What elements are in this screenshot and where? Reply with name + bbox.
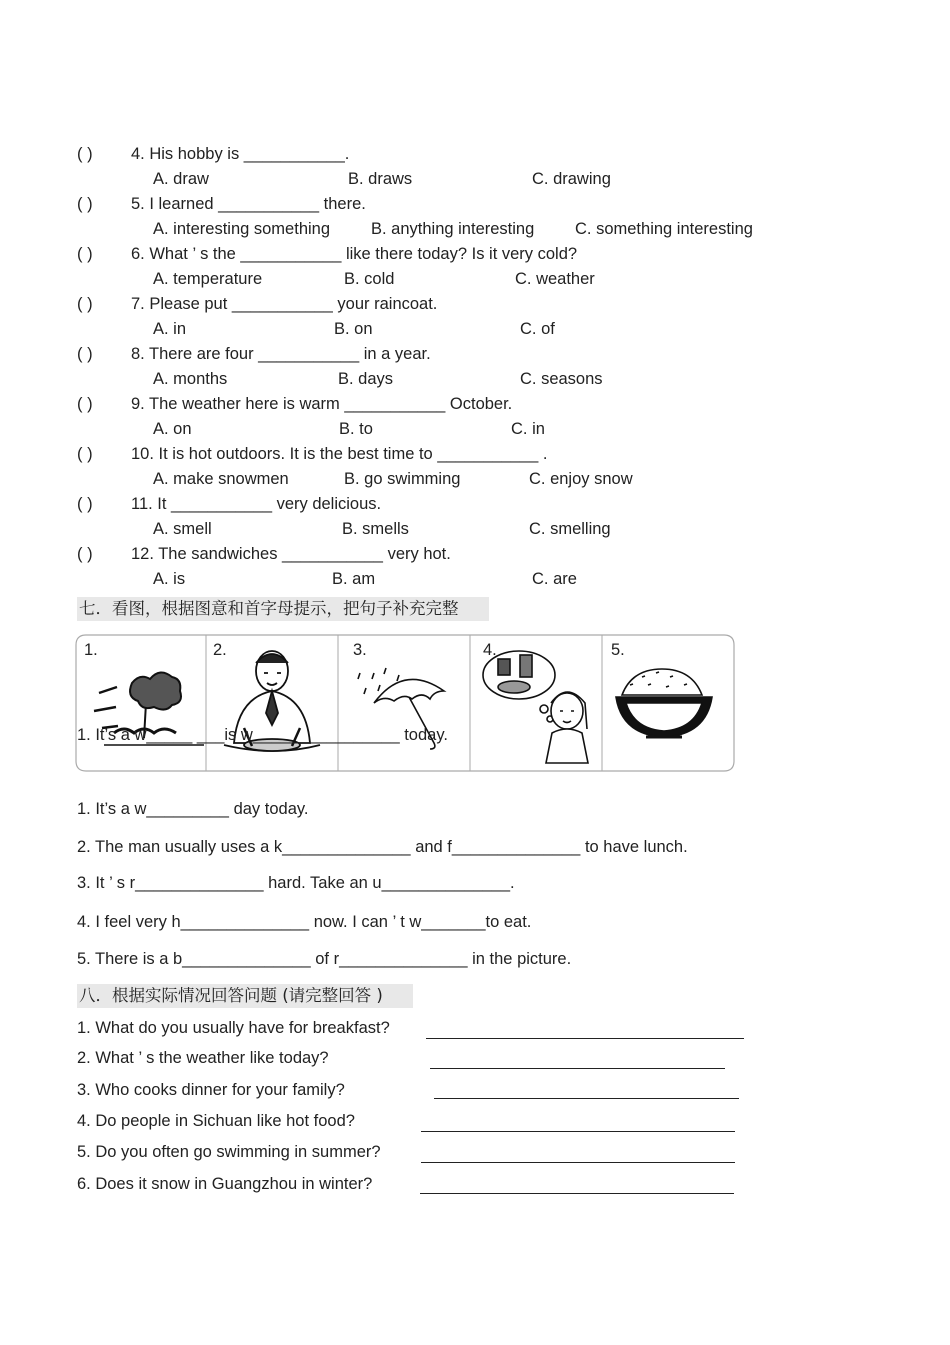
answer-line-6[interactable] <box>420 1193 734 1194</box>
answer-line-1[interactable] <box>426 1038 744 1039</box>
answer-parentheses[interactable]: ( ) <box>77 495 93 513</box>
question-10 <box>77 445 547 464</box>
fill-sentence-4: 4. I feel very h______________ now. I can ’ t w_______to eat. <box>77 913 532 931</box>
question-5-option-a: A. interesting something <box>153 220 331 238</box>
picture-strip-svg <box>74 633 736 773</box>
picture-number-3: 3. <box>353 641 367 659</box>
question-11-option-c: C. smelling <box>529 520 611 538</box>
rice-bowl-icon <box>616 669 712 737</box>
answer-question-2: 2. What ’ s the weather like today? <box>77 1049 329 1067</box>
question-10-option-c: C. enjoy snow <box>529 470 633 488</box>
question-stem: 7. Please put ___________ your raincoat. <box>131 295 438 313</box>
question-stem: 10. It is hot outdoors. It is the best time to ___________ . <box>131 445 548 463</box>
question-12-option-b: B. am <box>332 570 376 588</box>
section-7-title: 七．看图，根据图意和首字母提示，把句子补充完整 <box>77 597 489 621</box>
answer-question-4: 4. Do people in Sichuan like hot food? <box>77 1112 355 1130</box>
question-stem: 12. The sandwiches ___________ very hot. <box>131 545 451 563</box>
question-stem: 8. There are four ___________ in a year. <box>131 345 431 363</box>
question-7 <box>77 295 437 314</box>
question-7-option-c: C. of <box>520 320 555 338</box>
answer-parentheses[interactable]: ( ) <box>77 445 93 463</box>
answer-parentheses[interactable]: ( ) <box>77 395 93 413</box>
answer-parentheses[interactable]: ( ) <box>77 145 93 163</box>
question-stem: 4. His hobby is ___________. <box>131 145 350 163</box>
answer-question-5: 5. Do you often go swimming in summer? <box>77 1143 381 1161</box>
question-9-option-b: B. to <box>339 420 373 438</box>
question-9 <box>77 395 512 414</box>
picture-number-5: 5. <box>611 641 625 659</box>
question-8-option-b: B. days <box>338 370 394 388</box>
picture-strip <box>74 633 736 773</box>
question-9-option-c: C. in <box>511 420 545 438</box>
answer-question-6: 6. Does it snow in Guangzhou in winter? <box>77 1175 373 1193</box>
answer-parentheses[interactable]: ( ) <box>77 545 93 563</box>
question-4-option-a: A. draw <box>153 170 209 188</box>
question-7-option-b: B. on <box>334 320 373 338</box>
question-5 <box>77 195 366 214</box>
question-stem: 6. What ’ s the ___________ like there today? Is it very cold? <box>131 245 578 263</box>
question-12-option-a: A. is <box>153 570 186 588</box>
question-5-option-b: B. anything interesting <box>371 220 535 238</box>
question-11-option-b: B. smells <box>342 520 409 538</box>
fill-sentence-2: 2. The man usually uses a k______________ and f______________ to have lunch. <box>77 838 688 856</box>
question-9-option-a: A. on <box>153 420 192 438</box>
fill-sentence-1: 1. It’s a w_________ day today. <box>77 800 309 818</box>
answer-line-2[interactable] <box>430 1068 725 1069</box>
question-stem: 11. It ___________ very delicious. <box>131 495 382 513</box>
question-11 <box>77 495 381 514</box>
question-stem: 9. The weather here is warm ___________ October. <box>131 395 513 413</box>
picture-number-2: 2. <box>213 641 227 659</box>
question-7-option-a: A. in <box>153 320 187 338</box>
answer-question-3: 3. Who cooks dinner for your family? <box>77 1081 345 1099</box>
question-8 <box>77 345 431 364</box>
picture-overlay-sentence: 1. It’s a w_____ ___is w________________ today. <box>77 726 448 744</box>
question-8-option-a: A. months <box>153 370 228 388</box>
question-6-option-c: C. weather <box>515 270 595 288</box>
girl-thinking-food-icon <box>483 651 588 763</box>
question-12-option-c: C. are <box>532 570 577 588</box>
section-8-title: 八．根据实际情况回答问题 (请完整回答 ) <box>77 984 413 1008</box>
answer-line-4[interactable] <box>421 1131 735 1132</box>
question-4-option-c: C. drawing <box>532 170 611 188</box>
answer-parentheses[interactable]: ( ) <box>77 345 93 363</box>
answer-line-5[interactable] <box>421 1162 735 1163</box>
question-4 <box>77 145 349 164</box>
picture-number-1: 1. <box>84 641 98 659</box>
question-6 <box>77 245 577 264</box>
question-12 <box>77 545 451 564</box>
question-10-option-a: A. make snowmen <box>153 470 289 488</box>
answer-question-1: 1. What do you usually have for breakfast? <box>77 1019 390 1037</box>
answer-parentheses[interactable]: ( ) <box>77 195 93 213</box>
question-10-option-b: B. go swimming <box>344 470 461 488</box>
picture-number-4: 4. <box>483 641 497 659</box>
question-5-option-c: C. something interesting <box>575 220 753 238</box>
question-6-option-a: A. temperature <box>153 270 263 288</box>
answer-parentheses[interactable]: ( ) <box>77 245 93 263</box>
question-8-option-c: C. seasons <box>520 370 603 388</box>
question-stem: 5. I learned ___________ there. <box>131 195 366 213</box>
question-4-option-b: B. draws <box>348 170 413 188</box>
question-6-option-b: B. cold <box>344 270 395 288</box>
fill-sentence-3: 3. It ’ s r______________ hard. Take an u______________. <box>77 874 515 892</box>
fill-sentence-5: 5. There is a b______________ of r______________ in the picture. <box>77 950 572 968</box>
question-11-option-a: A. smell <box>153 520 212 538</box>
answer-line-3[interactable] <box>434 1098 739 1099</box>
answer-parentheses[interactable]: ( ) <box>77 295 93 313</box>
